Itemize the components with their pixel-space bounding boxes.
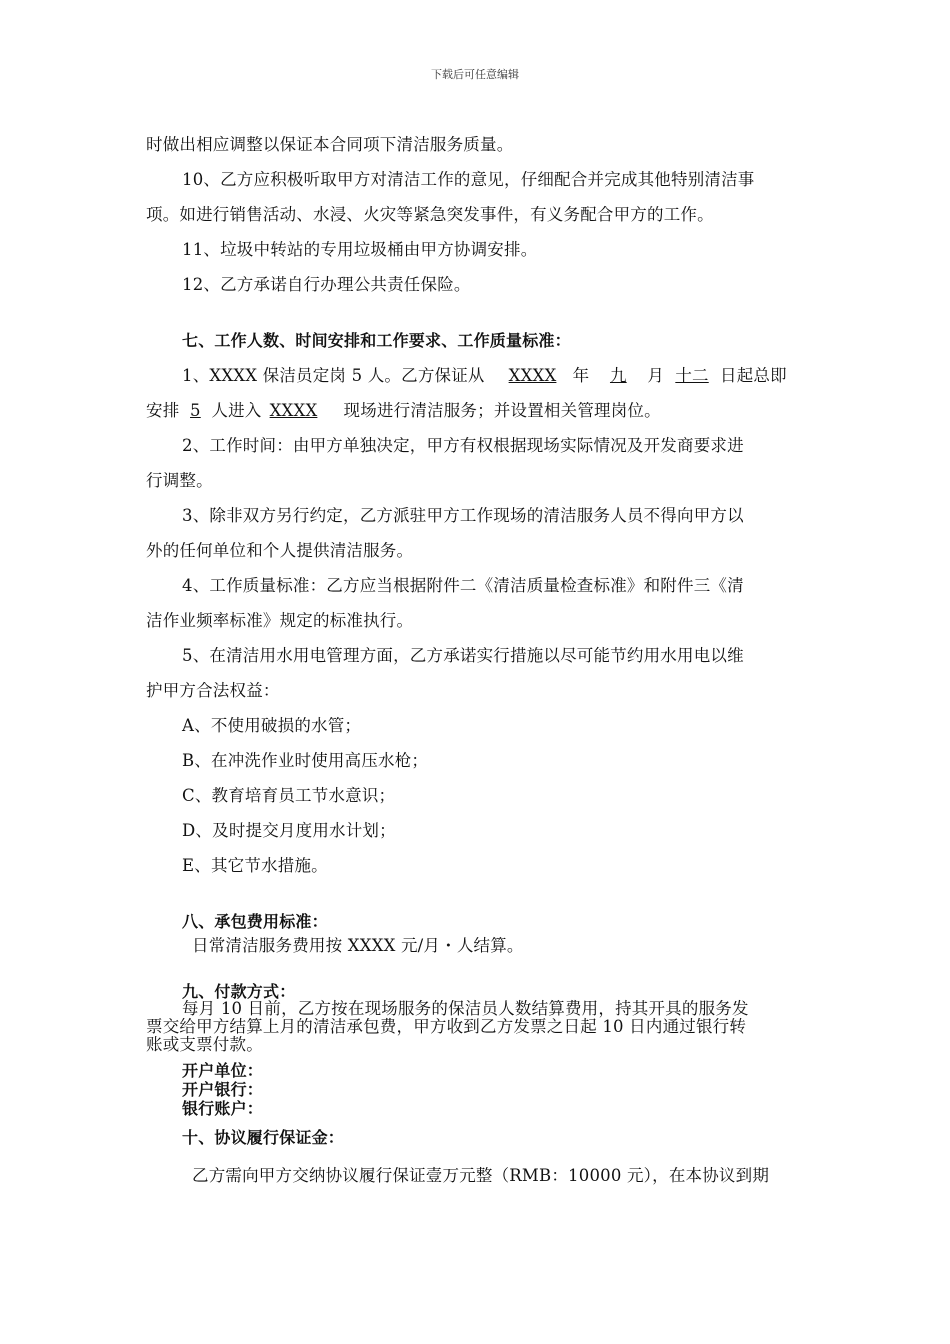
section-heading-8: 八、承包费用标准： bbox=[182, 912, 328, 931]
paragraph-line: 票交给甲方结算上月的清洁承包费，甲方收到乙方发票之日起 10 日内通过银行转 bbox=[146, 1017, 747, 1036]
paragraph-line: 10、乙方应积极听取甲方对清洁工作的意见，仔细配合并完成其他特别清洁事 bbox=[182, 170, 755, 189]
paragraph-line: 账或支票付款。 bbox=[146, 1035, 263, 1054]
paragraph-line: 3、除非双方另行约定，乙方派驻甲方工作现场的清洁服务人员不得向甲方以 bbox=[182, 506, 744, 525]
line-text: 现场进行清洁服务；并设置相关管理岗位。 bbox=[343, 401, 661, 420]
line-text: 人进入 bbox=[211, 401, 262, 420]
list-item: A、不使用破损的水管； bbox=[182, 716, 362, 735]
page-header: 下载后可任意编辑 bbox=[431, 68, 519, 81]
list-item: C、教育培育员工节水意识； bbox=[182, 786, 396, 805]
paragraph-line: 时做出相应调整以保证本合同项下清洁服务质量。 bbox=[146, 135, 514, 154]
paragraph-line: 2、工作时间：由甲方单独决定，甲方有权根据现场实际情况及开发商要求进 bbox=[182, 436, 744, 455]
section-heading-7: 七、工作人数、时间安排和工作要求、工作质量标准： bbox=[182, 331, 571, 350]
paragraph-line: 洁作业频率标准》规定的标准执行。 bbox=[146, 611, 414, 630]
month-blank: 九 bbox=[609, 366, 627, 385]
section-heading-9: 九、付款方式： bbox=[182, 982, 296, 1001]
line-text: 安排 bbox=[146, 401, 180, 420]
paragraph-line: 4、工作质量标准：乙方应当根据附件二《清洁质量检查标准》和附件三《清 bbox=[182, 576, 744, 595]
section-heading-10: 十、协议履行保证金： bbox=[182, 1128, 345, 1147]
paragraph-line: 护甲方合法权益： bbox=[146, 681, 280, 700]
staff-count-blank: 5 bbox=[190, 401, 201, 420]
list-item: B、在冲洗作业时使用高压水枪； bbox=[182, 751, 429, 770]
paragraph-line: 行调整。 bbox=[146, 471, 213, 490]
line-text: 月 bbox=[647, 366, 665, 385]
day-blank: 十二 bbox=[675, 366, 709, 385]
site-blank: XXXX bbox=[269, 401, 318, 420]
paragraph-line-with-blanks bbox=[182, 366, 836, 386]
paragraph-line: 11、垃圾中转站的专用垃圾桶由甲方协调安排。 bbox=[182, 240, 538, 259]
paragraph-line: 外的任何单位和个人提供清洁服务。 bbox=[146, 541, 414, 560]
line-text: 年 bbox=[572, 366, 590, 385]
bank-account-label: 银行账户： bbox=[182, 1099, 264, 1118]
year-blank: XXXX bbox=[508, 366, 557, 385]
list-item: E、其它节水措施。 bbox=[182, 856, 328, 875]
paragraph-line: 每月 10 日前，乙方按在现场服务的保洁员人数结算费用，持其开具的服务发 bbox=[182, 999, 749, 1018]
paragraph-line: 12、乙方承诺自行办理公共责任保险。 bbox=[182, 275, 471, 294]
paragraph-line: 乙方需向甲方交纳协议履行保证壹万元整（RMB：10000 元），在本协议到期 bbox=[192, 1166, 770, 1185]
line-text: 日起总即 bbox=[720, 366, 787, 385]
paragraph-line: 项。如进行销售活动、水浸、火灾等紧急突发事件，有义务配合甲方的工作。 bbox=[146, 205, 714, 224]
bank-name-label: 开户银行： bbox=[182, 1080, 264, 1099]
paragraph-line-with-blanks bbox=[146, 401, 836, 421]
bank-unit-label: 开户单位： bbox=[182, 1061, 264, 1080]
line-text: 1、XXXX 保洁员定岗 5 人。乙方保证从 bbox=[182, 366, 485, 385]
paragraph-line: 日常清洁服务费用按 XXXX 元/月・人结算。 bbox=[192, 936, 524, 955]
list-item: D、及时提交月度用水计划； bbox=[182, 821, 396, 840]
paragraph-line: 5、在清洁用水用电管理方面，乙方承诺实行措施以尽可能节约用水用电以维 bbox=[182, 646, 744, 665]
